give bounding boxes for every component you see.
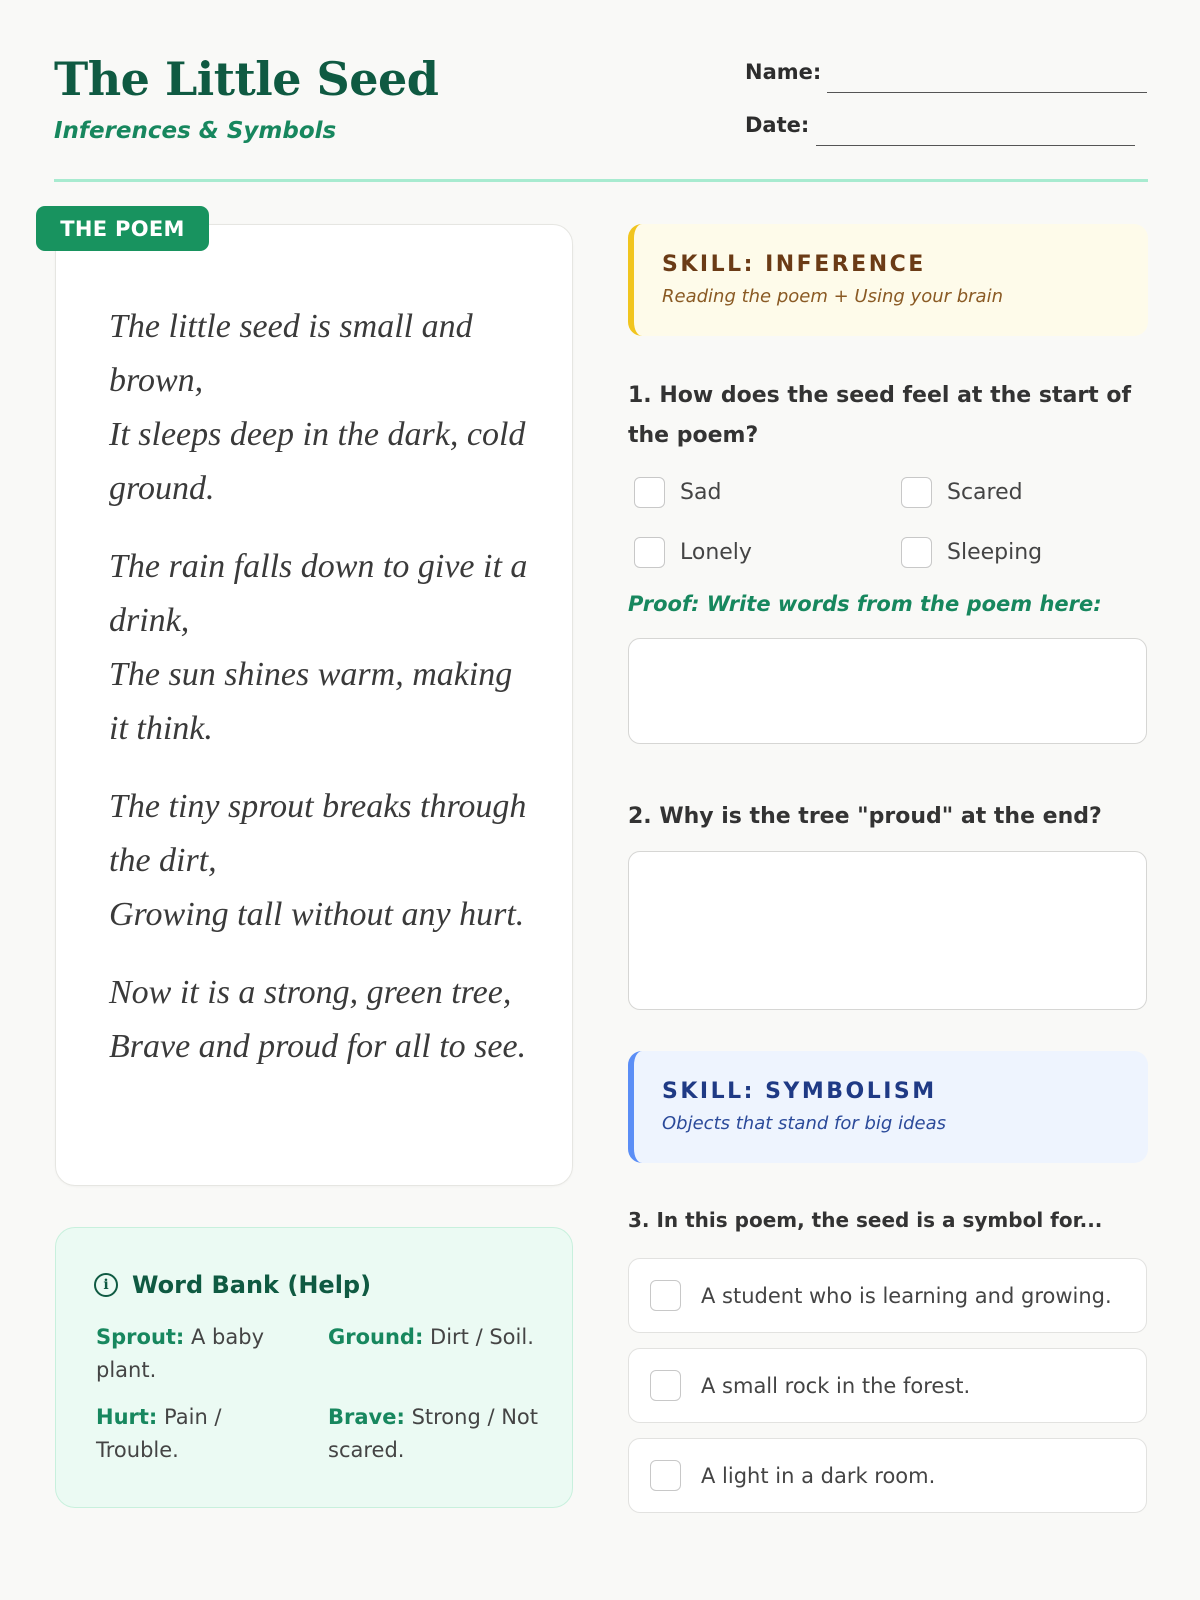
page-title: The Little Seed [54, 52, 439, 106]
date-field[interactable] [816, 145, 1135, 146]
poem-line: Growing tall without any hurt. [109, 896, 525, 933]
poem-stanza [109, 780, 539, 942]
proof-answer-box[interactable] [628, 638, 1147, 744]
checkbox[interactable] [634, 477, 665, 508]
choice-light[interactable] [628, 1438, 1147, 1513]
word-bank-title-text: Word Bank (Help) [132, 1271, 372, 1299]
skill-symbolism-title: SKILL: SYMBOLISM [662, 1079, 937, 1104]
poem-line: It sleeps deep in the dark, cold ground. [109, 416, 526, 507]
checkbox[interactable] [650, 1370, 681, 1401]
word-bank-definition: Dirt / Soil. [430, 1325, 534, 1349]
question-2-answer-box[interactable] [628, 851, 1147, 1010]
option-sad[interactable] [634, 477, 721, 508]
page-subtitle: Inferences & Symbols [54, 118, 337, 144]
poem-stanza [109, 540, 539, 756]
option-label: Sad [680, 480, 722, 505]
checkbox[interactable] [901, 477, 932, 508]
poem-line: The sun shines warm, making it think. [109, 656, 513, 747]
choice-label: A small rock in the forest. [701, 1373, 971, 1398]
skill-symbolism-box [628, 1051, 1148, 1163]
poem-line: Now it is a strong, green tree, [109, 974, 512, 1011]
skill-inference-description: Reading the poem + Using your brain [662, 286, 1003, 307]
word-bank-term: Sprout: [96, 1325, 185, 1349]
option-sleeping[interactable] [901, 537, 1042, 568]
question-1: 1. How does the seed feel at the start of the poem? [628, 383, 1132, 448]
skill-inference-title: SKILL: INFERENCE [662, 252, 926, 277]
poem-line: The tiny sprout breaks through the dirt, [109, 788, 527, 879]
choice-rock[interactable] [628, 1348, 1147, 1423]
checkbox[interactable] [634, 537, 665, 568]
skill-inference-box [628, 224, 1148, 336]
date-label: Date: [745, 113, 810, 137]
word-bank-item [328, 1401, 548, 1467]
word-bank-item [96, 1401, 296, 1467]
option-scared[interactable] [901, 477, 1023, 508]
choice-label: A student who is learning and growing. [701, 1283, 1112, 1308]
choice-label: A light in a dark room. [701, 1463, 936, 1488]
option-label: Lonely [680, 540, 752, 565]
question-3: 3. In this poem, the seed is a symbol for... [628, 1208, 1103, 1232]
option-label: Sleeping [947, 540, 1043, 565]
word-bank-term: Brave: [328, 1405, 405, 1429]
proof-label: Proof: Write words from the poem here: [628, 592, 1102, 616]
poem-line: The rain falls down to give it a drink, [109, 548, 528, 639]
option-label: Scared [947, 480, 1023, 505]
checkbox[interactable] [650, 1280, 681, 1311]
poem-text [109, 300, 539, 1074]
word-bank-item [96, 1321, 296, 1387]
header-divider [54, 179, 1148, 182]
word-bank-item [328, 1321, 548, 1354]
word-bank-definition: A baby plant. [96, 1325, 265, 1382]
checkbox[interactable] [901, 537, 932, 568]
name-field[interactable] [827, 92, 1147, 93]
word-bank-definition: Strong / Not scared. [328, 1405, 539, 1462]
option-lonely[interactable] [634, 537, 752, 568]
poem-stanza [109, 300, 539, 516]
name-label: Name: [745, 60, 822, 84]
poem-line: Brave and proud for all to see. [109, 1028, 527, 1065]
info-icon: i [94, 1273, 118, 1297]
skill-symbolism-description: Objects that stand for big ideas [662, 1113, 946, 1134]
word-bank-term: Hurt: [96, 1405, 158, 1429]
word-bank-title [94, 1271, 371, 1299]
word-bank-term: Ground: [328, 1325, 424, 1349]
poem-tab: THE POEM [36, 206, 209, 251]
choice-student[interactable] [628, 1258, 1147, 1333]
question-2: 2. Why is the tree "proud" at the end? [628, 804, 1102, 829]
poem-line: The little seed is small and brown, [109, 308, 473, 399]
poem-stanza [109, 966, 539, 1074]
checkbox[interactable] [650, 1460, 681, 1491]
word-bank-definition: Pain / Trouble. [96, 1405, 222, 1462]
